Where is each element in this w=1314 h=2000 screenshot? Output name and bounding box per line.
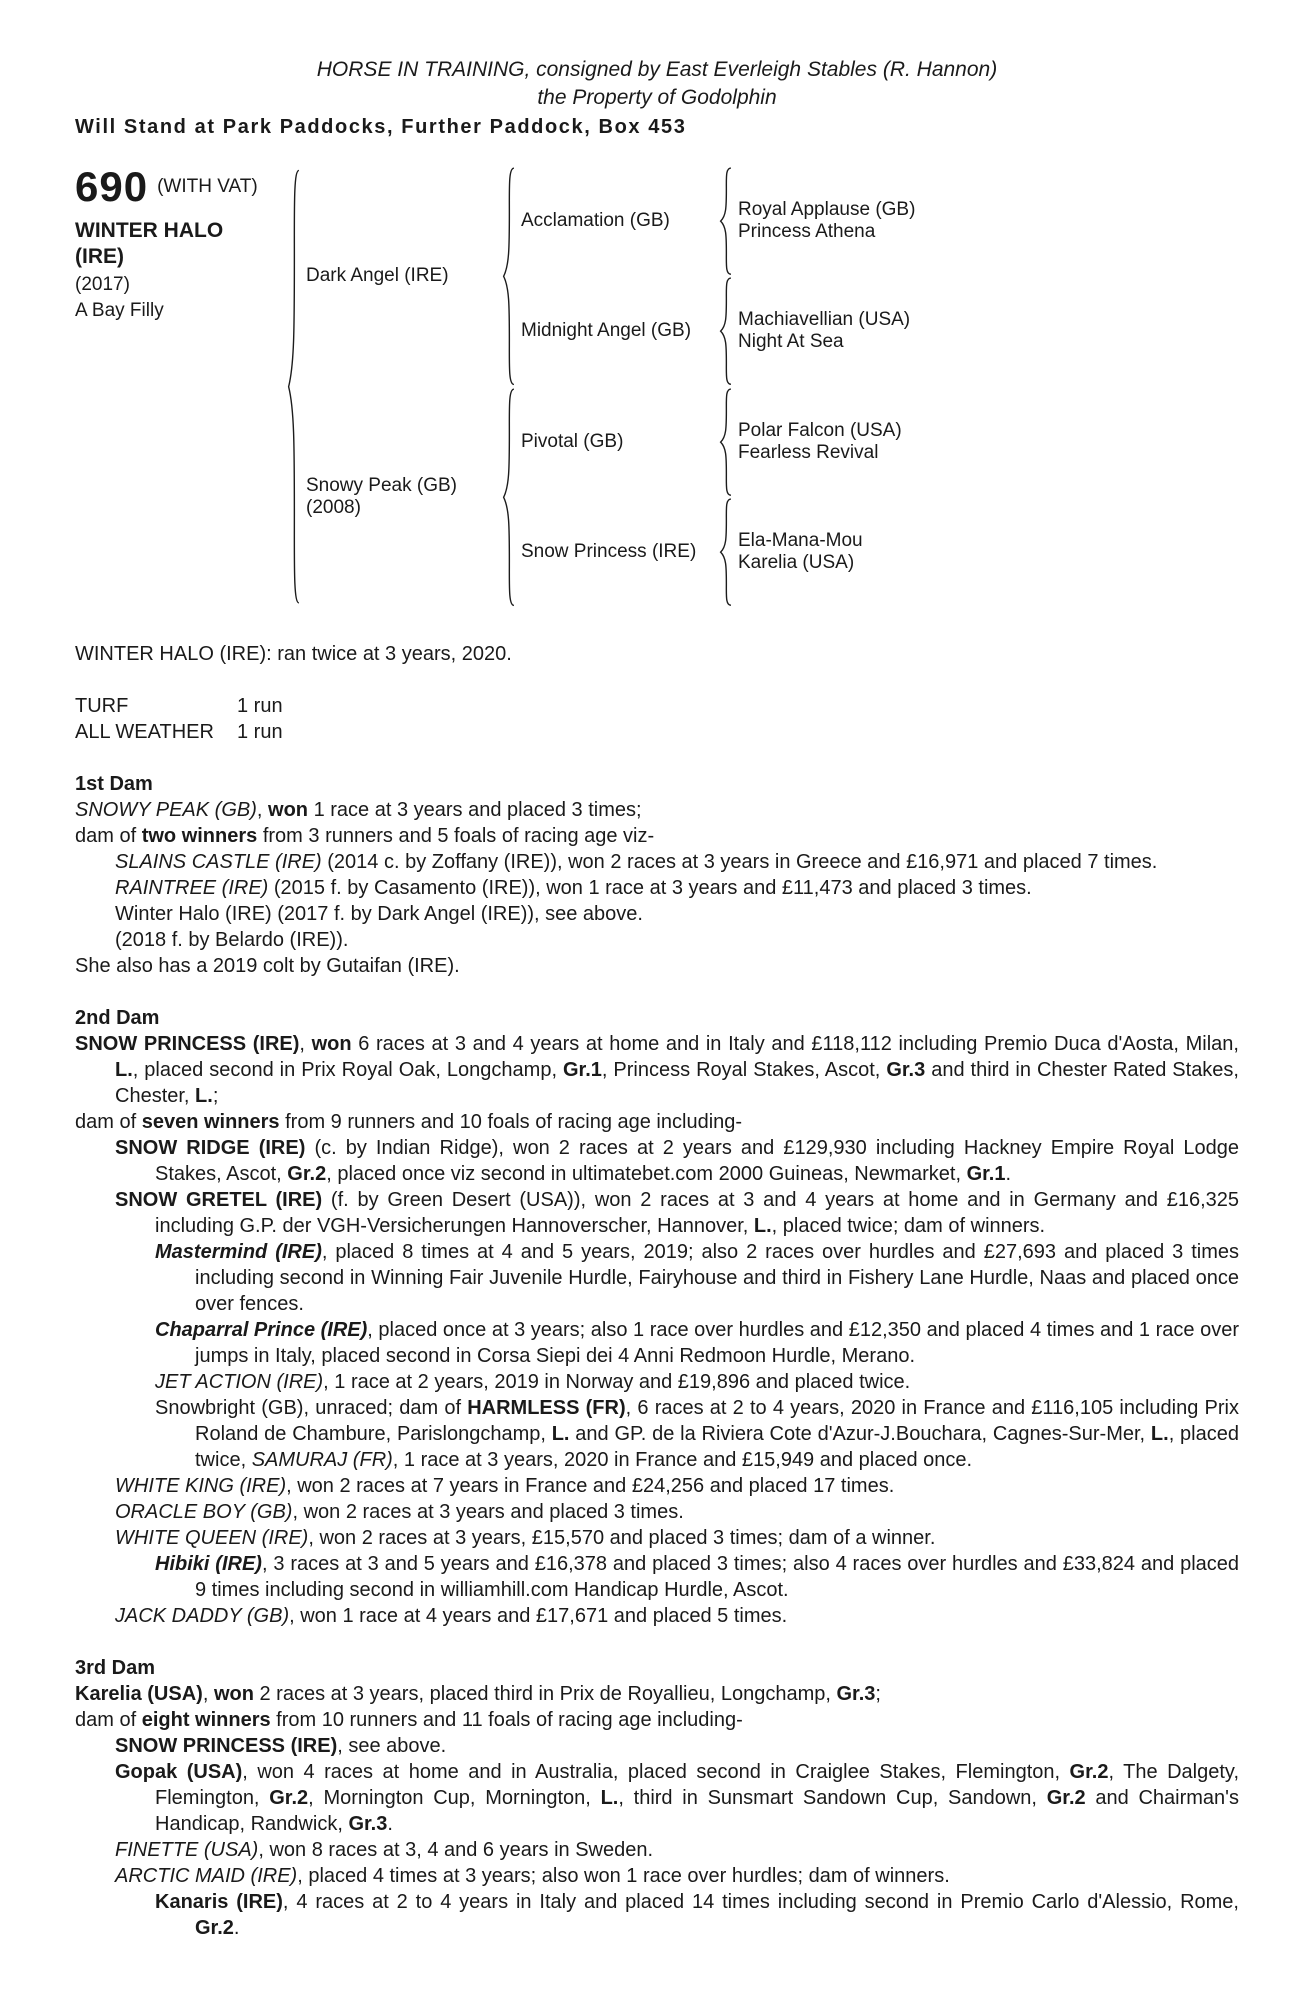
property-line: the Property of Godolphin: [537, 86, 777, 109]
runs-value: 1 run: [237, 695, 283, 718]
text-run: Chaparral Prince (IRE): [155, 1319, 368, 1342]
pedigree-entry: [75, 953, 1239, 979]
text-run: FINETTE (USA): [115, 1839, 259, 1862]
pedigree-entry: [75, 927, 1239, 953]
pedigree-entry: [75, 1031, 1239, 1109]
granddam-block: [515, 277, 915, 385]
text-run: , 1 race at 2 years, 2019 in Norway and £19,896 and placed twice.: [323, 1371, 911, 1394]
pedigree-entry: [75, 797, 1239, 823]
text-run: , placed twice,: [195, 1423, 1239, 1472]
runs-value: 1 run: [237, 721, 283, 744]
pedigree-outer-brace-icon: [287, 166, 300, 607]
pedigree-entry: [75, 1759, 1239, 1837]
text-run: , 4 races at 2 to 4 years in Italy and placed 14 times including second in Premio Carlo d'Alessio, Rome,: [282, 1891, 1239, 1914]
text-run: L.: [600, 1787, 619, 1810]
second-dam-block: [515, 498, 902, 606]
text-run: .: [233, 1917, 240, 1940]
pedigree-entry: [75, 1863, 1239, 1889]
text-run: (f. by Green Desert (USA)), won 2 races at 3 and 4 years at home and in Germany and £16,325 including G.P. der VGH-Versicherungen Hannoverscher, Hannover,: [155, 1189, 1240, 1238]
stand-location-line: Will Stand at Park Paddocks, Further Paddock, Box 453: [75, 116, 687, 138]
text-run: L.: [753, 1215, 772, 1238]
text-run: Gr.2: [1046, 1787, 1086, 1810]
text-run: Gr.3: [836, 1683, 876, 1706]
great-grandparent-name: Machiavellian (USA): [738, 309, 911, 331]
text-run: won: [311, 1033, 352, 1056]
text-run: (2018 f. by Belardo (IRE)).: [115, 929, 349, 952]
text-run: ;: [212, 1085, 219, 1108]
consignor-line: HORSE IN TRAINING, consigned by East Everleigh Stables (R. Hannon): [316, 58, 998, 81]
text-run: and GP. de la Riviera Cote d'Azur-J.Bouchara, Cagnes-Sur-Mer,: [569, 1423, 1151, 1446]
text-run: .: [387, 1813, 393, 1836]
text-run: WHITE QUEEN (IRE): [115, 1527, 309, 1550]
pedigree-entry: [75, 1525, 1239, 1551]
pedigree-entry: [75, 1551, 1239, 1603]
text-run: , won 2 races at 3 years, £15,570 and placed 3 times; dam of a winner.: [308, 1527, 936, 1550]
text-run: Gopak (USA): [115, 1761, 243, 1784]
text-run: 1 race at 3 years and placed 3 times;: [308, 799, 642, 822]
great-grandparent-name: Polar Falcon (USA): [738, 419, 902, 441]
text-run: Mastermind (IRE): [155, 1241, 322, 1264]
text-run: SNOW RIDGE (IRE): [115, 1137, 306, 1160]
pedigree-entry: [75, 1369, 1239, 1395]
text-run: SNOW PRINCESS (IRE): [75, 1033, 300, 1056]
text-run: from 3 runners and 5 foals of racing age viz-: [257, 825, 655, 848]
pedigree-entry: [75, 1317, 1239, 1369]
text-run: , won 8 races at 3, 4 and 6 years in Sweden.: [258, 1839, 654, 1862]
lot-number-row: [75, 163, 287, 210]
great-grandparent-name: Fearless Revival: [738, 441, 879, 463]
text-run: , see above.: [337, 1735, 447, 1758]
text-run: L.: [115, 1059, 133, 1082]
text-run: , placed once viz second in ultimatebet.com 2000 Guineas, Newmarket,: [326, 1163, 967, 1186]
text-run: eight winners: [141, 1709, 271, 1732]
text-run: , placed once at 3 years; also 1 race over hurdles and £12,350 and placed 4 times and 1 race over jumps in Italy, placed second in Corsa Siepi dei 4 Anni Redmoon Hurdle, Merano.: [195, 1319, 1239, 1368]
dam-name: Snowy Peak (GB): [306, 474, 457, 496]
text-run: , won 1 race at 4 years and £17,671 and placed 5 times.: [289, 1605, 788, 1628]
pedigree-entry: [75, 1187, 1239, 1239]
text-run: , won 2 races at 7 years in France and £24,256 and placed 17 times.: [286, 1475, 895, 1498]
text-run: Gr.2: [269, 1787, 309, 1810]
text-run: from 9 runners and 10 foals of racing age including-: [279, 1111, 743, 1134]
text-run: (2015 f. by Casamento (IRE)), won 1 race at 3 years and £11,473 and placed 3 times.: [268, 877, 1032, 900]
sire-brace-icon: [502, 166, 515, 387]
great-grandparent-name: Karelia (USA): [738, 552, 855, 574]
pedigree-entry: [75, 849, 1239, 875]
text-run: SAMURAJ (FR): [251, 1449, 393, 1472]
text-run: dam of: [75, 1709, 142, 1732]
race-record-table: [75, 693, 1239, 745]
race-record-row: [75, 719, 1239, 745]
text-run: Gr.3: [886, 1059, 926, 1082]
text-run: dam of: [75, 1111, 142, 1134]
text-run: won: [213, 1683, 254, 1706]
race-record-summary: WINTER HALO (IRE): ran twice at 3 years, 2020.: [75, 643, 512, 666]
text-run: , placed 8 times at 4 and 5 years, 2019; also 2 races over hurdles and £27,693 and placed 3 times including second in Winning Fair Juvenile Hurdle, Fairyhouse and third in Fishery Lane Hurdle, Naas and placed once over fences.: [195, 1241, 1240, 1316]
pedigree-entry: [75, 1707, 1239, 1733]
text-run: SNOW GRETEL (IRE): [115, 1189, 323, 1212]
great-grandparent-name: Princess Athena: [738, 221, 876, 243]
text-run: RAINTREE (IRE): [115, 877, 269, 900]
text-run: L.: [195, 1085, 213, 1108]
grandsire-name: Acclamation (GB): [521, 210, 670, 232]
granddam-brace-icon: [719, 277, 732, 385]
lot-foaling-year: (2017): [75, 274, 130, 295]
pedigree-entry: [75, 1473, 1239, 1499]
text-run: , placed 4 times at 3 years; also won 1 race over hurdles; dam of winners.: [297, 1865, 950, 1888]
text-run: Gr.2: [1069, 1761, 1109, 1784]
text-run: ,: [256, 799, 269, 822]
page-header: [75, 56, 1239, 140]
text-run: L.: [1150, 1423, 1169, 1446]
text-run: , won 2 races at 3 years and placed 3 times.: [292, 1501, 684, 1524]
pedigree-entry: [75, 875, 1239, 901]
text-run: from 10 runners and 11 foals of racing age including-: [270, 1709, 743, 1732]
dam-section: [75, 1655, 1239, 1941]
pedigree-entry: [75, 1681, 1239, 1707]
pedigree-entry: [75, 1837, 1239, 1863]
second-dam-name: Snow Princess (IRE): [521, 541, 697, 563]
pedigree-tree: [306, 166, 915, 607]
text-run: two winners: [141, 825, 258, 848]
sire-name: Dark Angel (IRE): [306, 265, 449, 287]
text-run: Winter Halo (IRE) (2017 f. by Dark Angel (IRE)), see above.: [115, 903, 643, 926]
text-run: Gr.3: [348, 1813, 388, 1836]
text-run: , third in Sunsmart Sandown Cup, Sandown,: [618, 1787, 1047, 1810]
text-run: Karelia (USA): [75, 1683, 203, 1706]
text-run: (2014 c. by Zoffany (IRE)), won 2 races at 3 years in Greece and £16,971 and placed 7 times.: [321, 851, 1158, 874]
pedigree-entry: [75, 901, 1239, 927]
text-run: , Mornington Cup, Mornington,: [308, 1787, 601, 1810]
text-run: 6 races at 3 and 4 years at home and in Italy and £118,112 including Premio Duca d'Aosta, Milan,: [351, 1033, 1239, 1056]
dam-name-block: [306, 475, 502, 519]
great-grandparent-name: Ela-Mana-Mou: [738, 530, 863, 552]
lot-info: [75, 163, 287, 607]
lot-pedigree-block: [75, 163, 1239, 607]
pedigree-entry: [75, 1135, 1239, 1187]
text-run: 2 races at 3 years, placed third in Prix de Royallieu, Longchamp,: [253, 1683, 837, 1706]
text-run: Gr.1: [966, 1163, 1006, 1186]
lot-description: A Bay Filly: [75, 300, 164, 321]
text-run: ,: [202, 1683, 214, 1706]
surface-label: TURF: [75, 695, 129, 718]
dam-brace-icon: [502, 387, 515, 608]
damsire-block: [515, 388, 902, 496]
text-run: , won 4 races at home and in Australia, placed second in Craiglee Stakes, Flemington,: [242, 1761, 1070, 1784]
lot-vat-note: (WITH VAT): [157, 176, 258, 197]
text-run: HARMLESS (FR): [467, 1397, 626, 1420]
text-run: SLAINS CASTLE (IRE): [115, 851, 322, 874]
text-run: , 3 races at 3 and 5 years and £16,378 and placed 3 times; also 4 races over hurdles and £33,824 and placed 9 times including second in williamhill.com Handicap Hurdle, Ascot.: [195, 1553, 1240, 1602]
text-run: , placed twice; dam of winners.: [771, 1215, 1046, 1238]
text-run: , placed second in Prix Royal Oak, Longchamp,: [132, 1059, 563, 1082]
text-run: Gr.2: [287, 1163, 327, 1186]
text-run: L.: [551, 1423, 570, 1446]
text-run: seven winners: [141, 1111, 280, 1134]
text-run: ,: [299, 1033, 312, 1056]
dam-section: [75, 771, 1239, 979]
pedigree-entry: [75, 1395, 1239, 1473]
pedigree-entry: [75, 1889, 1239, 1941]
text-run: ORACLE BOY (GB): [115, 1501, 293, 1524]
grandsire-block: [515, 167, 915, 275]
grandsire-brace-icon: [719, 167, 732, 275]
second-dam-brace-icon: [719, 498, 732, 606]
text-run: Gr.1: [562, 1059, 602, 1082]
pedigree-entry: [75, 823, 1239, 849]
text-run: WHITE KING (IRE): [115, 1475, 287, 1498]
text-run: Kanaris (IRE): [155, 1891, 283, 1914]
pedigree-entry: [75, 1239, 1239, 1317]
text-run: and Chairman's Handicap, Randwick,: [155, 1787, 1239, 1836]
damsire-brace-icon: [719, 388, 732, 496]
race-record-row: [75, 693, 1239, 719]
text-run: JACK DADDY (GB): [115, 1605, 290, 1628]
pedigree-entry: [75, 1109, 1239, 1135]
text-run: , The Dalgety, Flemington,: [155, 1761, 1239, 1810]
dam-section-heading: 1st Dam: [75, 773, 153, 796]
text-run: SNOW PRINCESS (IRE): [115, 1735, 338, 1758]
text-run: and third in Chester Rated Stakes, Chester,: [115, 1059, 1239, 1108]
lot-number: 690: [75, 163, 149, 210]
dam-section-heading: 3rd Dam: [75, 1657, 156, 1680]
text-run: ;: [875, 1683, 881, 1706]
great-grandparent-name: Royal Applause (GB): [738, 199, 916, 221]
damsire-name: Pivotal (GB): [521, 430, 624, 452]
great-grandparent-name: Night At Sea: [738, 331, 844, 353]
dam-section-heading: 2nd Dam: [75, 1007, 160, 1030]
sire-block: [306, 166, 915, 387]
text-run: (c. by Indian Ridge), won 2 races at 2 years and £129,930 including Hackney Empire Royal Lodge Stakes, Ascot,: [155, 1137, 1239, 1186]
surface-label: ALL WEATHER: [75, 721, 214, 744]
pedigree-entry: [75, 1499, 1239, 1525]
text-run: , Princess Royal Stakes, Ascot,: [601, 1059, 887, 1082]
lot-horse-name: WINTER HALO (IRE): [75, 219, 224, 268]
text-run: SNOWY PEAK (GB): [75, 799, 257, 822]
text-run: .: [1005, 1163, 1012, 1186]
pedigree-entry: [75, 1733, 1239, 1759]
text-run: JET ACTION (IRE): [155, 1371, 324, 1394]
text-run: won: [268, 799, 309, 822]
pedigree-entry: [75, 1603, 1239, 1629]
granddam-name: Midnight Angel (GB): [521, 320, 692, 342]
text-run: Snowbright (GB), unraced; dam of: [155, 1397, 468, 1420]
text-run: Hibiki (IRE): [155, 1553, 262, 1576]
text-run: She also has a 2019 colt by Gutaifan (IRE).: [75, 955, 460, 978]
text-run: dam of: [75, 825, 142, 848]
text-run: Gr.2: [195, 1917, 234, 1940]
dam-year: (2008): [306, 496, 361, 518]
dam-block: [306, 387, 915, 608]
dam-sections: [75, 771, 1239, 1941]
dam-section: [75, 1005, 1239, 1629]
text-run: , 1 race at 3 years, 2020 in France and £15,949 and placed once.: [392, 1449, 973, 1472]
text-run: , 6 races at 2 to 4 years, 2020 in France and £116,105 including Prix Roland de Chambure, Parislongchamp,: [195, 1397, 1239, 1446]
text-run: ARCTIC MAID (IRE): [115, 1865, 298, 1888]
